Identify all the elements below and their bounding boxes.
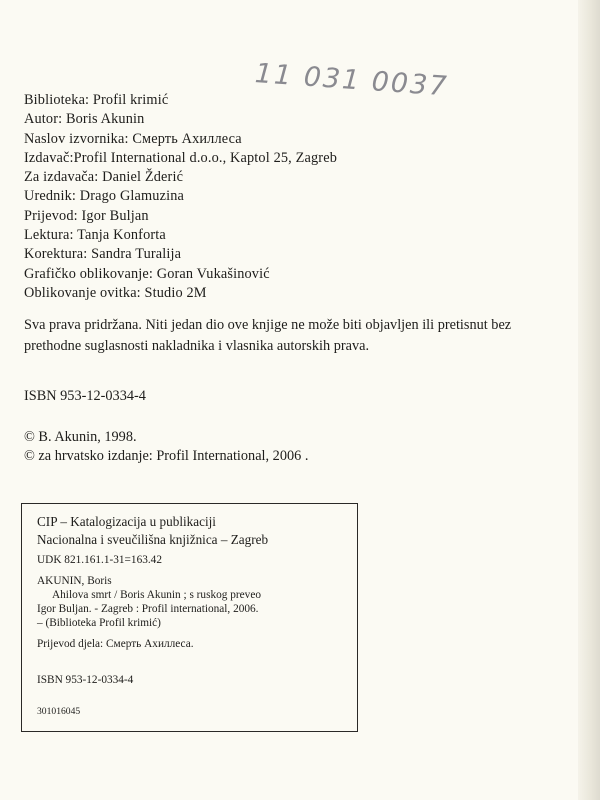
credit-for-publisher: Za izdavača: Daniel Žderić [24, 169, 184, 186]
cip-entry-imprint: Igor Buljan. - Zagreb : Profil international, 2006. [37, 603, 259, 615]
cip-record-box [21, 503, 358, 732]
cip-isbn: ISBN 953-12-0334-4 [37, 674, 134, 686]
credit-author: Autor: Boris Akunin [24, 111, 145, 128]
credits-block [24, 91, 337, 303]
cip-record-number: 301016045 [37, 706, 81, 717]
isbn: ISBN 953-12-0334-4 [24, 388, 146, 404]
credit-graphic-design: Grafičko oblikovanje: Goran Vukašinović [24, 265, 270, 282]
credit-series: Biblioteka: Profil krimić [24, 92, 169, 108]
credit-editor: Urednik: Drago Glamuzina [24, 188, 185, 205]
credit-original-title: Naslov izvornika: Смерть Ахиллеса [24, 130, 242, 147]
cip-library: Nacionalna i sveučilišna knjižnica – Zagreb [37, 531, 269, 547]
cip-heading: CIP – Katalogizacija u publikaciji [37, 514, 216, 529]
copyright-block [24, 428, 308, 466]
cip-original-title: Prijevod djela: Смерть Ахиллеса. [37, 638, 194, 650]
cip-udk: UDK 821.161.1-31=163.42 [37, 554, 162, 566]
credit-translator: Prijevod: Igor Buljan [24, 207, 149, 224]
rights-notice: Sva prava pridržana. Niti jedan dio ove knjige ne može biti objavljen ili pretisnut bez prethodne suglasnosti nakladnika i vlasnika autorskih prava. [24, 317, 512, 354]
cip-entry-series: – (Biblioteka Profil krimić) [37, 617, 161, 629]
cip-author: AKUNIN, Boris [37, 575, 112, 587]
cip-entry-title: Ahilova smrt / Boris Akunin ; s ruskog preveo [52, 589, 261, 601]
credit-proofreader: Korektura: Sandra Turalija [24, 246, 182, 263]
handwritten-inventory-number: 11 031 0037 [253, 58, 450, 103]
page-edge [578, 0, 600, 800]
credit-language-editor: Lektura: Tanja Konforta [24, 227, 166, 244]
copyright-author: © B. Akunin, 1998. [24, 429, 137, 445]
credit-publisher: Izdavač:Profil International d.o.o., Kaptol 25, Zagreb [24, 149, 337, 166]
credit-cover-design: Oblikovanje ovitka: Studio 2M [24, 284, 207, 301]
copyright-edition: © za hrvatsko izdanje: Profil International, 2006 . [24, 448, 309, 464]
